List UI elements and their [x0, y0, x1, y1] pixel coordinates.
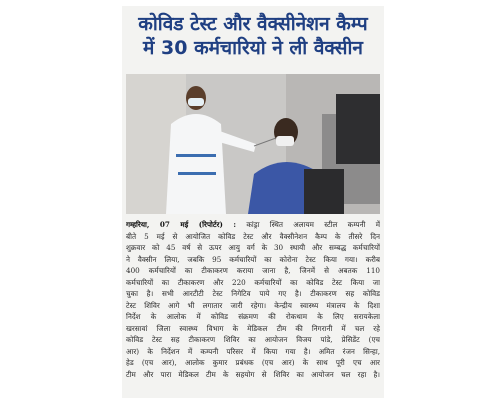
article-line [126, 219, 380, 231]
headline-line-2: में 30 कर्मचारियो ने ली वैक्सीन [143, 37, 363, 59]
dateline: गम्हरिया, 07 मई (रिपोर्टर) : [126, 220, 237, 229]
newspaper-clipping [122, 6, 384, 398]
article-line-2: शुक्रवार को 45 वर्ष से ऊपर आयु वर्ग के 30 स्थायी और सम्बद्ध कर्मचारियों [126, 243, 380, 252]
article-line-3: ने वैक्सीन लिया, जबकि 95 कर्मचारियों का कोरोना टेस्ट किया गया। करीब [126, 254, 380, 264]
article-line-13: टीम और पारा मेडिकल टीम के सहयोग से शिविर का आयोजन चल रहा है। [126, 369, 380, 379]
article-line-4: 400 कर्मचारियों का टीकाकरण कराया जाना है, जिनमें से अबतक 110 [126, 266, 380, 275]
headline [122, 12, 384, 60]
article-line-5: कर्मचारियों का टीकाकरण और 220 कर्मचारियों का कोविड टेस्ट किया जा [126, 277, 380, 287]
article-line-9: खरसावां जिला स्वास्थ्य विभाग के मेडिकल टीम की निगरानी में चल रहे [126, 323, 380, 333]
article-line-10: कोविड टेस्ट सह टीकाकरण शिविर का आयोजन विजय पांडे, प्रेसिडेंट (एच [126, 335, 380, 344]
article-line-0: कांड्रा स्थित अलायम स्टील कम्पनी में [246, 220, 380, 229]
article-line-12: हेड (एच आर), आलोक कुमार प्रबंधक (एच आर) के साथ पूरी एच आर [126, 358, 380, 367]
article-line-11: आर) के निर्देशन में कम्पनी परिसर में किया गया है। अमित रंजन सिन्हा, [126, 346, 380, 356]
article-photo [126, 74, 380, 214]
article-line-6: चुका है। सभी आरटीटी टेस्ट निगेटिव पाये गए है। टीकाकरण सह कोविड [126, 289, 380, 298]
article-body [126, 219, 380, 380]
article-line-7: टेस्ट शिविर आगे भी लगातार जारी रहेगा। केन्द्रीय स्वास्थ्य मंत्रालय के दिशा [126, 300, 380, 310]
article-line-8: निर्देश के आलोक में कोविड संक्रमण की रोकथाम के लिए सरायकेला [126, 312, 380, 321]
headline-line-1: कोविड टेस्ट और वैक्सीनेशन कैम्प [138, 13, 368, 35]
article-line-1: बीते 5 मई से आयोजित कोविड टेस्ट और वैक्सीनेशन कैम्प के तीसरे दिन [126, 231, 380, 241]
